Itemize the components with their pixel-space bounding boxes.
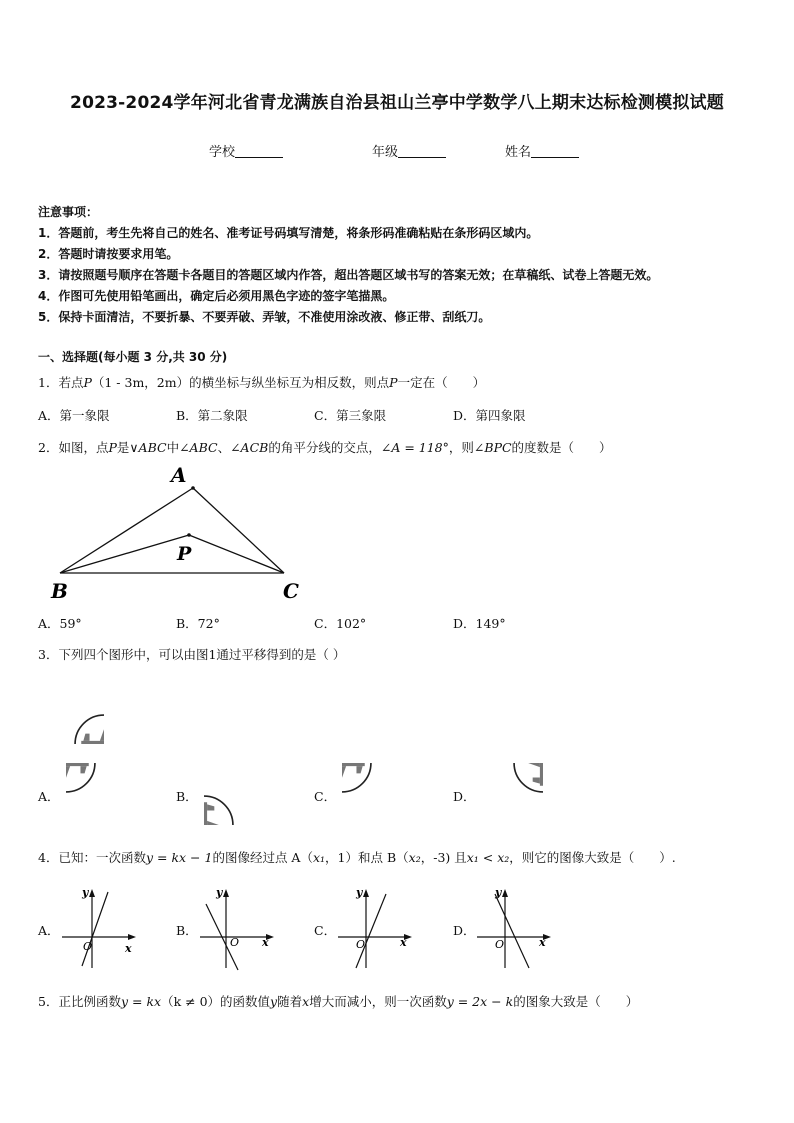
- notice-heading: 注意事项：: [38, 205, 99, 219]
- q3-option-b[interactable]: B．: [176, 789, 198, 804]
- notice-item: 4．作图可先使用铅笔画出，确定后必须用黑色字迹的签字笔描黑。: [38, 289, 395, 303]
- svg-text:O: O: [83, 940, 93, 953]
- q1-option-c[interactable]: C．第三象限: [314, 408, 387, 423]
- svg-text:x: x: [262, 936, 269, 949]
- graph-d-line: [495, 894, 529, 968]
- point-p-dot: [187, 533, 191, 537]
- svg-text:O: O: [230, 936, 240, 949]
- svg-text:y: y: [216, 886, 223, 899]
- svg-text:x: x: [125, 942, 132, 955]
- plane-figure-1-icon: [42, 682, 104, 744]
- q4-option-b[interactable]: B．: [176, 923, 198, 938]
- label-c: C: [283, 579, 299, 603]
- name-field[interactable]: [505, 141, 579, 160]
- notice-item: 3．请按照题号顺序在答题卡各题目的答题区域内作答，超出答题区域书写的答案无效；在草稿纸、试卷上答题无效。: [38, 268, 659, 282]
- segment-cp: [189, 535, 284, 573]
- svg-text:y: y: [82, 886, 89, 899]
- q1-option-b[interactable]: B．第二象限: [176, 408, 248, 423]
- question-1: 1．若点P（1 - 3m，2m）的横坐标与纵坐标互为相反数，则点P一定在（ ）: [38, 375, 486, 390]
- q4-option-d[interactable]: D．: [453, 923, 476, 938]
- q2-option-c[interactable]: C．102°: [314, 616, 367, 631]
- svg-text:O: O: [356, 938, 366, 951]
- label-a: A: [171, 463, 187, 487]
- svg-text:O: O: [495, 938, 505, 951]
- notice-item: 5．保持卡面清洁，不要折暴、不要弄破、弄皱，不准使用涂改液、修正带、刮纸刀。: [38, 310, 491, 324]
- q3-option-d[interactable]: D．: [453, 789, 476, 804]
- vertex-a-dot: [191, 486, 195, 490]
- question-5: 5．正比例函数y = kx（k ≠ 0）的函数值y随着x增大而减小，则一次函数y = 2x − k的图象大致是（ ）: [38, 994, 639, 1009]
- svg-text:x: x: [400, 936, 407, 949]
- graph-a-line: [82, 892, 108, 966]
- triangle-figure: [40, 460, 320, 605]
- graph-option-d[interactable]: [473, 880, 555, 972]
- graph-option-c[interactable]: [334, 880, 416, 972]
- graph-option-a[interactable]: [58, 880, 140, 972]
- graph-c-line: [356, 894, 386, 968]
- notice-item: 2．答题时请按要求用笔。: [38, 247, 179, 261]
- question-3: 3．下列四个图形中，可以由图1通过平移得到的是（ ）: [38, 647, 346, 662]
- name-label: 姓名: [505, 145, 532, 160]
- q3-option-c[interactable]: C．: [314, 789, 337, 804]
- section-heading: 一、选择题(每小题 3 分,共 30 分): [38, 350, 228, 364]
- graph-option-b[interactable]: [196, 880, 278, 972]
- page-title: 2023-2024学年河北省青龙满族自治县祖山兰亭中学数学八上期末达标检测模拟试题: [70, 93, 724, 113]
- plane-option-d-icon[interactable]: [481, 763, 543, 825]
- grade-label: 年级: [372, 145, 399, 160]
- school-label: 学校: [209, 145, 236, 160]
- svg-text:y: y: [495, 886, 502, 899]
- question-2: 2．如图，点P是∨ABC中∠ABC、∠ACB的角平分线的交点，∠A = 118°，则∠BPC的度数是（ ）: [38, 440, 612, 455]
- q2-option-b[interactable]: B．72°: [176, 616, 220, 631]
- svg-text:x: x: [539, 936, 546, 949]
- school-blank[interactable]: [235, 145, 283, 158]
- question-4: 4．已知：一次函数y = kx − 1的图像经过点 A（x₁，1）和点 B（x₂，-3) 且x₁ < x₂，则它的图像大致是（ ）.: [38, 850, 676, 865]
- plane-option-b-icon[interactable]: [204, 763, 266, 825]
- label-b: B: [51, 579, 68, 603]
- svg-text:y: y: [356, 886, 363, 899]
- notice-item: 1．答题前，考生先将自己的姓名、准考证号码填写清楚，将条形码准确粘贴在条形码区域内。: [38, 226, 539, 240]
- plane-option-c-icon[interactable]: [342, 763, 404, 825]
- q2-option-a[interactable]: A．59°: [38, 616, 82, 631]
- q1-option-d[interactable]: D．第四象限: [453, 408, 526, 423]
- plane-option-a-icon[interactable]: [66, 763, 128, 825]
- q3-option-a[interactable]: A．: [38, 789, 60, 804]
- q2-option-d[interactable]: D．149°: [453, 616, 506, 631]
- name-blank[interactable]: [531, 145, 579, 158]
- side-ab: [60, 488, 193, 573]
- grade-blank[interactable]: [398, 145, 446, 158]
- label-p: P: [177, 543, 192, 565]
- q1-option-a[interactable]: A．第一象限: [38, 408, 110, 423]
- side-ac: [193, 488, 284, 573]
- q4-option-c[interactable]: C．: [314, 923, 337, 938]
- grade-field[interactable]: [372, 141, 446, 160]
- school-field[interactable]: [209, 141, 283, 160]
- segment-bp: [60, 535, 189, 573]
- q4-option-a[interactable]: A．: [38, 923, 60, 938]
